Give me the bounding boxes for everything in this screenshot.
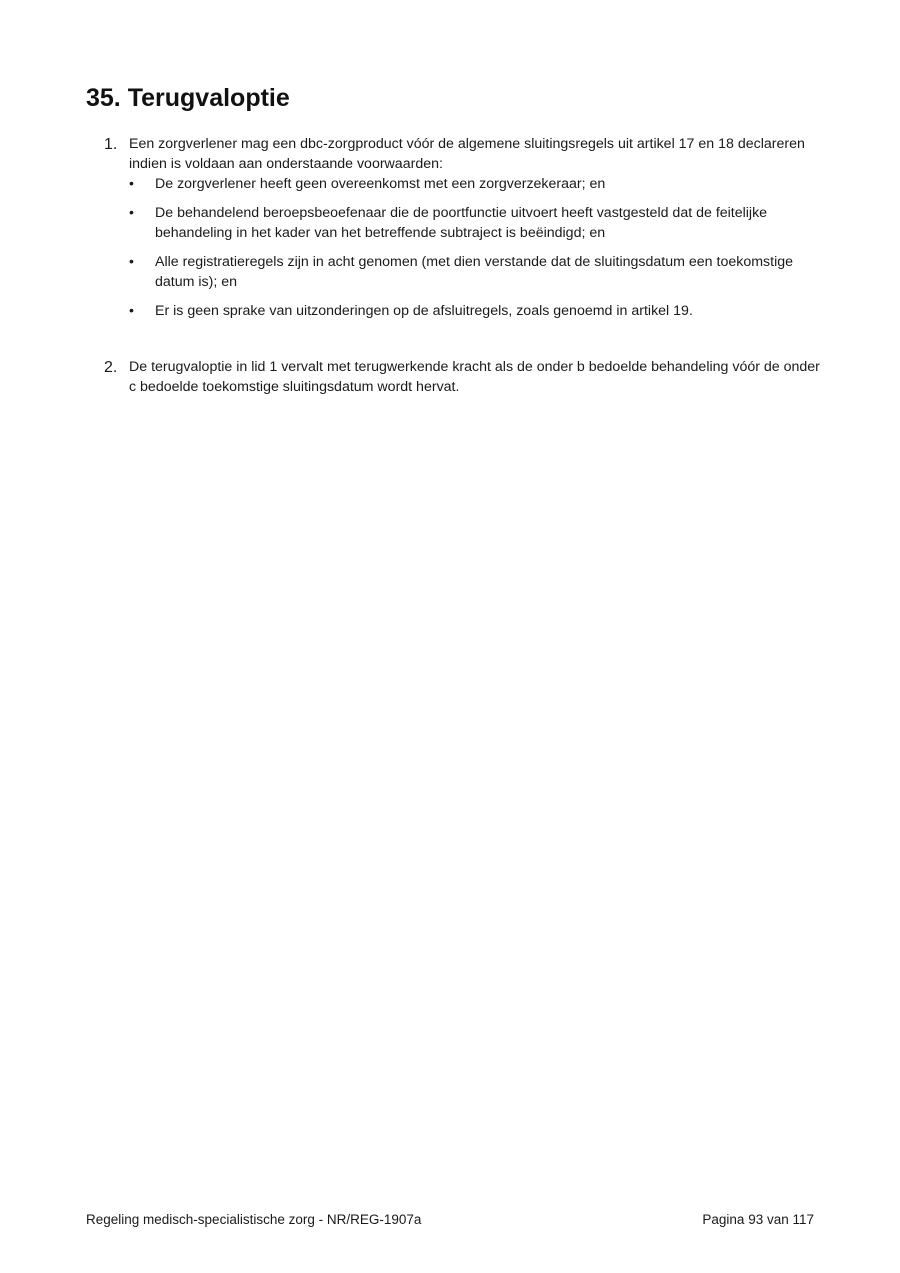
bullet-icon: • — [129, 303, 134, 319]
bullet-item — [104, 174, 824, 194]
item-number: 1. — [104, 136, 118, 153]
bullet-list — [104, 174, 824, 321]
bullet-icon: • — [129, 254, 134, 270]
list-item-2 — [104, 357, 824, 397]
item-text: Een zorgverlener mag een dbc-zorgproduct vóór de algemene sluitingsregels uit artikel 17 en 18 declareren indien is voldaan aan onderstaande voorwaarden: — [129, 136, 805, 172]
item-number: 2. — [104, 359, 118, 376]
bullet-text: Alle registratieregels zijn in acht genomen (met dien verstande dat de sluitingsdatum een toekomstige datum is); en — [155, 254, 794, 290]
bullet-text: De behandelend beroepsbeoefenaar die de poortfunctie uitvoert heeft vastgesteld dat de feitelijke behandeling in het kader van het betreffende subtraject is beëindigd; en — [155, 205, 768, 241]
bullet-icon: • — [129, 205, 134, 221]
article-heading: 35. Terugvaloptie — [86, 84, 290, 112]
bullet-item — [104, 203, 824, 243]
list-item-1 — [104, 134, 824, 321]
bullet-item — [104, 252, 824, 292]
bullet-icon: • — [129, 176, 134, 192]
bullet-text: Er is geen sprake van uitzonderingen op de afsluitregels, zoals genoemd in artikel 19. — [155, 303, 693, 319]
footer-page-number: Pagina 93 van 117 — [702, 1212, 814, 1227]
bullet-item — [104, 301, 824, 321]
footer-document-title: Regeling medisch-specialistische zorg - NR/REG-1907a — [86, 1212, 422, 1227]
bullet-text: De zorgverlener heeft geen overeenkomst met een zorgverzekeraar; en — [155, 176, 606, 192]
item-text: De terugvaloptie in lid 1 vervalt met terugwerkende kracht als de onder b bedoelde behandeling vóór de onder c bedoelde toekomstige sluitingsdatum wordt hervat. — [129, 359, 820, 395]
